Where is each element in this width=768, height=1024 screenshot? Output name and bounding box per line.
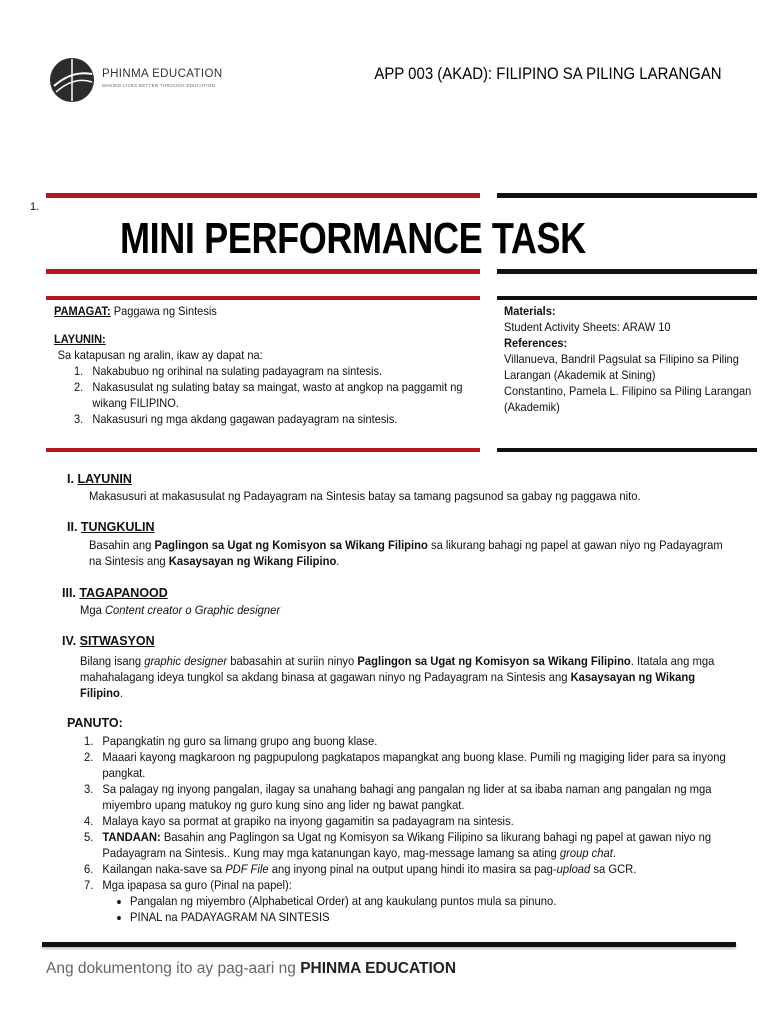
list-item: 1. Papangkatin ng guro sa limang grupo ang buong klase. xyxy=(84,734,378,748)
list-item: 7. Mga ipapasa sa guro (Pinal na papel): xyxy=(84,878,292,892)
phinma-logo-icon xyxy=(48,56,96,104)
page-title: MINI PERFORMANCE TASK xyxy=(120,214,586,263)
section-2-body: Basahin ang Paglingon sa Ugat ng Komisyon sa Wikang Filipino sa likurang bahagi ng papel at gawan niyo ng Padayagram na Sintesis ang Kasaysayan ng Wikang Filipino. xyxy=(89,538,723,568)
layunin-label: LAYUNIN: xyxy=(54,332,106,346)
list-item: 2. Maaari kayong magkaroon ng pagpupulong pagkatapos mapangkat ang buong klase. Pumili ng magiging lider para sa inyong pangkat. xyxy=(84,750,726,780)
course-title: APP 003 (AKAD): FILIPINO SA PILING LARANGAN xyxy=(374,64,722,83)
section-3-body: Mga Content creator o Graphic designer xyxy=(80,603,281,617)
list-item: 4. Malaya kayo sa pormat at grapiko na inyong gagamitin sa padayagram na sintesis. xyxy=(84,814,514,828)
info-bar-top-red xyxy=(46,296,480,300)
section-1-heading: I. LAYUNIN xyxy=(67,472,132,486)
section-1-body: Makasusuri at makasusulat ng Padayagram na Sintesis batay sa tamang pagsunod sa gabay ng paggawa nito. xyxy=(89,489,641,503)
section-4-body: Bilang isang graphic designer babasahin at suriin ninyo Paglingon sa Ugat ng Komisyon sa Wikang Filipino. Itatala ang mga mahahalagang ideya tungkol sa akdang binasa at gagawan ninyo ng Padayagram na Sintesis ang Kasaysayan ng Wikang Filipino. xyxy=(80,654,715,700)
list-item: 6. Kailangan naka-save sa PDF File ang inyong pinal na output upang hindi ito masira sa pag-upload sa GCR. xyxy=(84,862,637,876)
footer-divider xyxy=(42,942,736,947)
title-bar-bottom-red xyxy=(46,269,480,274)
list-item: 3. Nakasusuri ng mga akdang gagawan padayagram na sintesis. xyxy=(74,412,398,426)
footer-brand: PHINMA EDUCATION xyxy=(300,960,457,977)
materials-value: Student Activity Sheets: ARAW 10 xyxy=(504,320,671,334)
info-bar-top-black xyxy=(497,296,757,300)
footer-text: Ang dokumentong ito ay pag-aari ng PHINMA EDUCATION xyxy=(46,960,457,977)
pamagat-value: Paggawa ng Sintesis xyxy=(113,304,217,318)
title-bar-top-black xyxy=(497,193,757,198)
item-number: 1. xyxy=(30,201,40,213)
materials-label: Materials: xyxy=(504,304,556,318)
section-3-heading: III. TAGAPANOOD xyxy=(62,586,168,600)
section-4-heading: IV. SITWASYON xyxy=(62,634,155,648)
list-item: 2. Nakasusulat ng sulating batay sa maingat, wasto at angkop na paggamit ng wikang FILIPINO. xyxy=(74,380,463,410)
bullet-item: • PINAL na PADAYAGRAM NA SINTESIS xyxy=(130,909,733,925)
panuto-bullets xyxy=(84,893,733,925)
list-item: 3. Sa palagay ng inyong pangalan, ilagay sa unahang bahagi ang pangalan ng lider at sa ibaba naman ang pangalan ng mga miyembro upang matukoy ng guro kung sino ang lider ng bawat pangkat. xyxy=(84,782,712,812)
reference-2: Constantino, Pamela L. Filipino sa Piling Larangan (Akademik) xyxy=(504,384,752,414)
list-item: 1. Nakabubuo ng orihinal na sulating padayagram na sintesis. xyxy=(74,364,383,378)
references-label: References: xyxy=(504,336,568,350)
title-bar-top-red xyxy=(46,193,480,198)
right-info-box xyxy=(504,303,754,415)
left-info-box xyxy=(54,303,474,427)
layunin-intro: Sa katapusan ng aralin, ikaw ay dapat na: xyxy=(57,348,263,362)
panuto-heading: PANUTO: xyxy=(67,716,123,730)
bullet-item: • Pangalan ng miyembro (Alphabetical Order) at ang kaukulang puntos mula sa pinuno. xyxy=(130,893,733,909)
info-bar-bottom-red xyxy=(46,448,480,452)
title-bar-bottom-black xyxy=(497,269,757,274)
section-2-heading: II. TUNGKULIN xyxy=(67,520,155,534)
layunin-list xyxy=(74,363,479,427)
info-bar-bottom-black xyxy=(497,448,757,452)
logo-tagline: MAKING LIVES BETTER THROUGH EDUCATION xyxy=(102,83,216,88)
list-item: 5. TANDAAN: Basahin ang Paglingon sa Ugat ng Komisyon sa Wikang Filipino sa likurang bahagi ng papel at gawan niyo ng Padayagram na Sintesis.. Kung may mga katanungan kayo, mag-message lamang sa ating group chat. xyxy=(84,830,712,860)
reference-1: Villanueva, Bandril Pagsulat sa Filipino sa Piling Larangan (Akademik at Sining) xyxy=(504,352,739,382)
panuto-list xyxy=(84,733,733,925)
logo-name: PHINMA EDUCATION xyxy=(102,68,223,80)
pamagat-label: PAMAGAT: xyxy=(54,304,111,318)
